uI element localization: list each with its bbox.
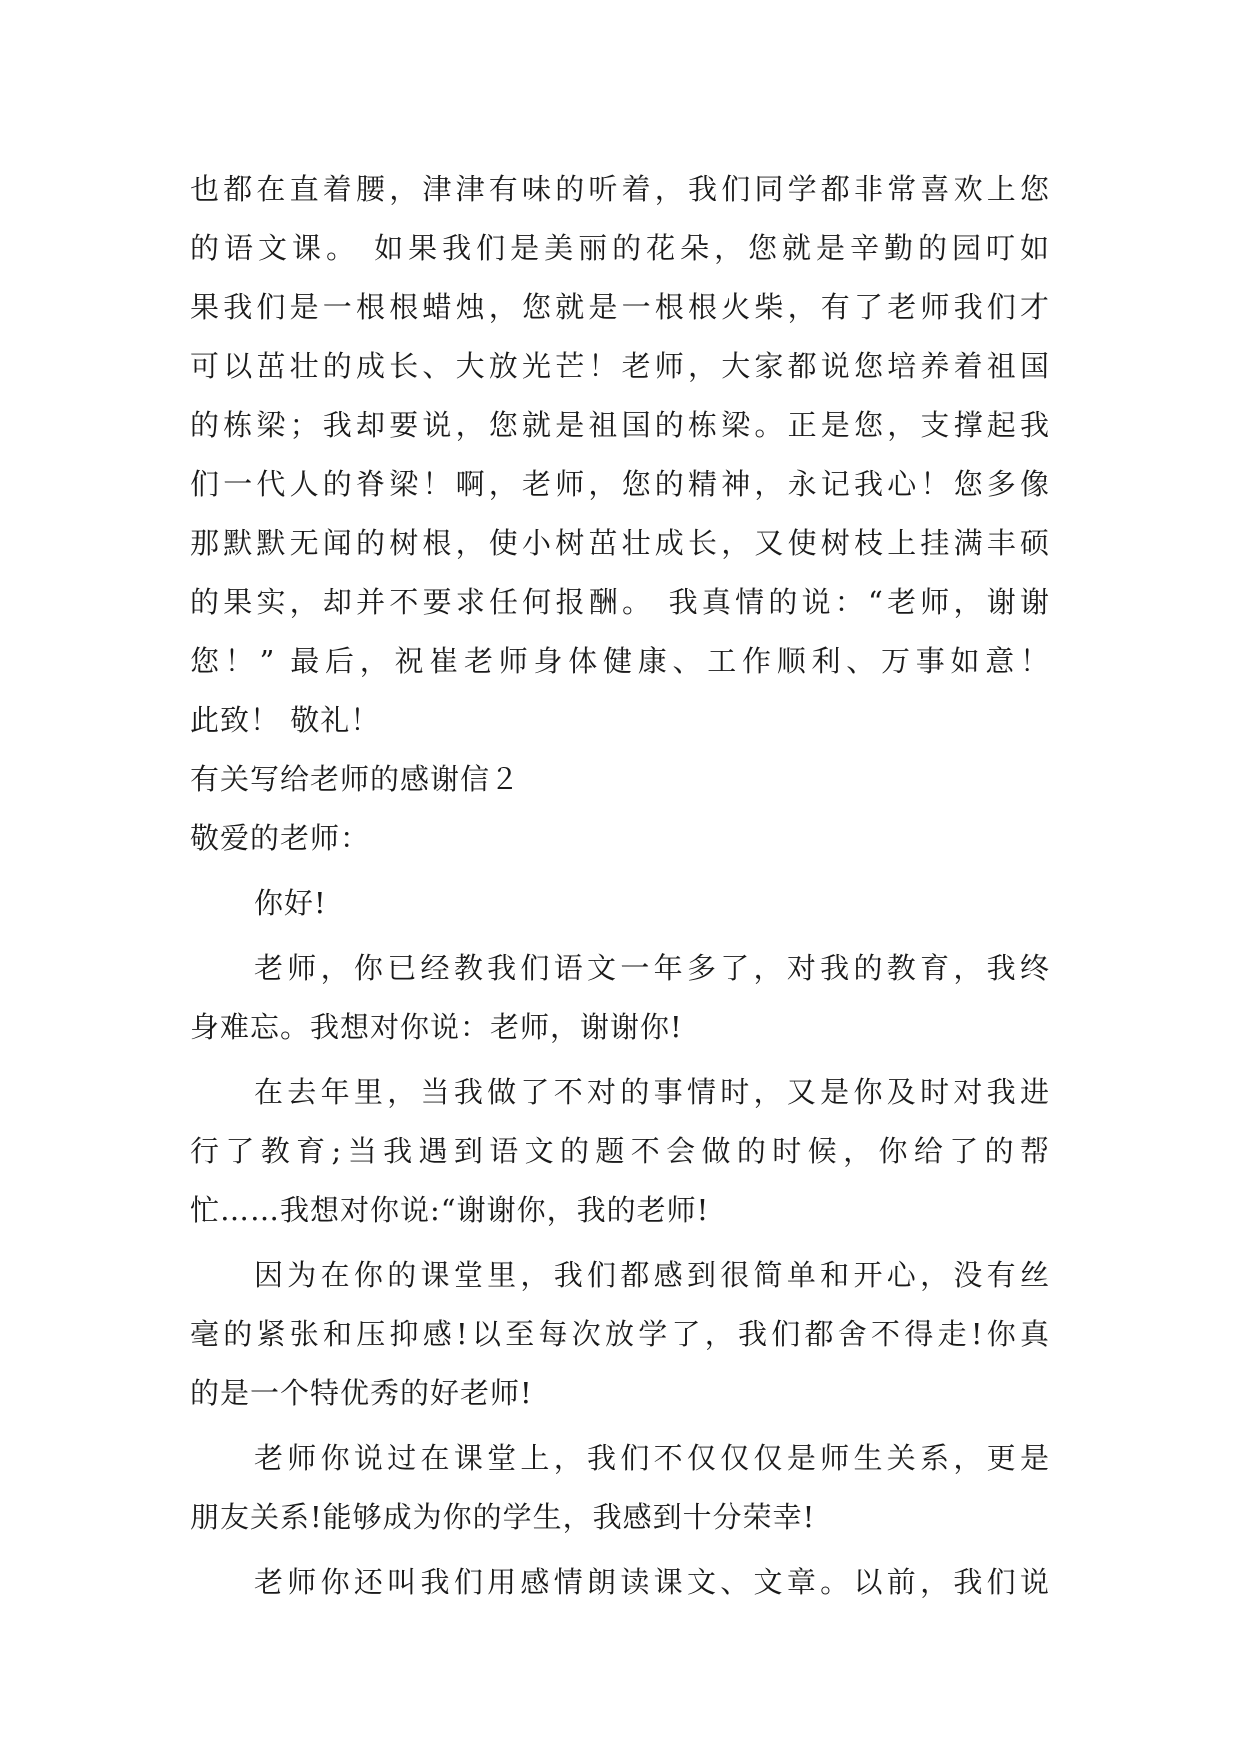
- text-line: 行了教育;当我遇到语文的题不会做的时候，你给了的帮: [190, 1134, 1050, 1168]
- text-line: 的栋梁；我却要说，您就是祖国的栋梁。正是您，支撑起我: [190, 408, 1050, 442]
- greeting: 你好!: [254, 886, 327, 920]
- text-line: 老师，你已经教我们语文一年多了，对我的教育，我终: [254, 951, 1050, 985]
- paragraph-3: [190, 1246, 1050, 1423]
- salutation: 敬爱的老师：: [190, 821, 371, 855]
- text-line: 身难忘。我想对你说：老师，谢谢你!: [190, 1010, 683, 1044]
- text-line: 忙……我想对你说:“谢谢你，我的老师!: [190, 1193, 710, 1227]
- text-line: 可以茁壮的成长、大放光芒！老师，大家都说您培养着祖国: [190, 349, 1050, 383]
- text-line: 老师你还叫我们用感情朗读课文、文章。以前，我们说: [254, 1565, 1050, 1599]
- text-line: 的语文课。 如果我们是美丽的花朵，您就是辛勤的园叮如: [190, 231, 1050, 265]
- document-body: [190, 160, 1050, 1612]
- text-line: 因为在你的课堂里，我们都感到很简单和开心，没有丝: [254, 1258, 1050, 1292]
- text-line: 毫的紧张和压抑感!以至每次放学了，我们都舍不得走!你真: [190, 1317, 1050, 1351]
- paragraph-4: [190, 1429, 1050, 1547]
- text-line: 老师你说过在课堂上，我们不仅仅仅是师生关系，更是: [254, 1441, 1050, 1475]
- text-line: 您！” 最后，祝崔老师身体健康、工作顺利、万事如意！: [190, 644, 1050, 678]
- paragraph-5: [190, 1553, 1050, 1612]
- paragraph-1: [190, 939, 1050, 1057]
- text-line: 在去年里，当我做了不对的事情时，又是你及时对我进: [254, 1075, 1050, 1109]
- text-line: 果我们是一根根蜡烛，您就是一根根火柴，有了老师我们才: [190, 290, 1050, 324]
- text-line: 的果实，却并不要求任何报酬。 我真情的说：“老师，谢谢: [190, 585, 1050, 619]
- text-line: 的是一个特优秀的好老师!: [190, 1376, 533, 1410]
- continued-paragraph: [190, 160, 1050, 750]
- text-line: 朋友关系!能够成为你的学生，我感到十分荣幸!: [190, 1500, 816, 1534]
- section-title: 有关写给老师的感谢信２: [190, 762, 521, 796]
- text-line: 那默默无闻的树根，使小树茁壮成长，又使树枝上挂满丰硕: [190, 526, 1050, 560]
- text-line: 也都在直着腰，津津有味的听着，我们同学都非常喜欢上您: [190, 172, 1050, 206]
- text-line: 们一代人的脊梁！啊，老师，您的精神，永记我心！您多像: [190, 467, 1050, 501]
- paragraph-2: [190, 1063, 1050, 1240]
- text-line: 此致！ 敬礼！: [190, 703, 381, 737]
